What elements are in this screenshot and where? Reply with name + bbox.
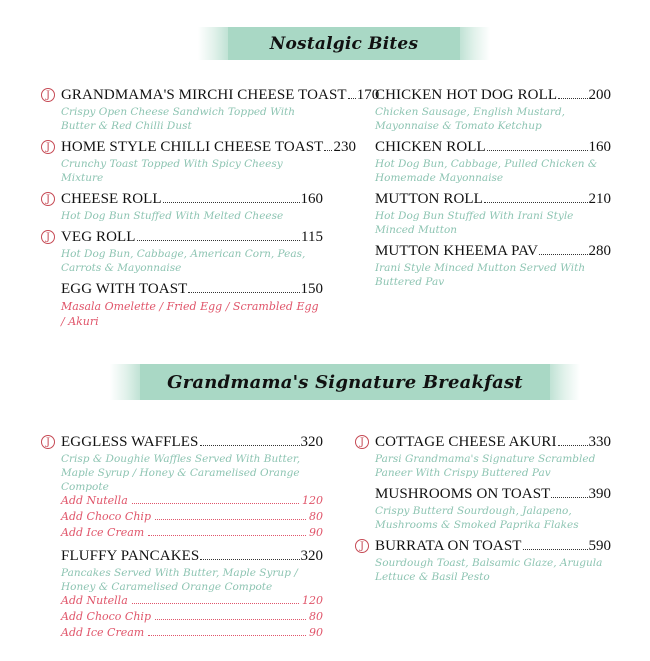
jain-icon: J	[41, 192, 55, 206]
addon-price: 90	[309, 526, 323, 539]
item-price: 160	[588, 139, 611, 155]
item-name: HOME STYLE CHILLI CHEESE TOAST	[61, 139, 324, 155]
menu-item	[375, 87, 611, 133]
item-name: BURRATA ON TOAST	[375, 538, 522, 554]
leader-dots	[539, 254, 587, 255]
addon-price: 120	[302, 594, 323, 607]
section-banner-nostalgic-bites	[228, 27, 460, 60]
item-description: Hot Dog Bun, Cabbage, Pulled Chicken & Homemade Mayonnaise	[375, 158, 598, 184]
section-title: Nostalgic Bites	[269, 33, 419, 54]
item-description: Chicken Sausage, English Mustard, Mayonnaise & Tomato Ketchup	[375, 106, 565, 132]
item-description: Hot Dog Bun Stuffed With Irani Style Minced Mutton	[375, 210, 574, 236]
item-description: Hot Dog Bun, Cabbage, American Corn, Peas, Carrots & Mayonnaise	[61, 248, 306, 274]
menu-item	[45, 229, 323, 275]
leader-dots	[155, 519, 306, 520]
addon-row	[61, 494, 323, 510]
leader-dots	[132, 603, 299, 604]
item-price: 230	[333, 139, 356, 155]
addon-price: 80	[309, 510, 323, 523]
jain-icon: J	[355, 539, 369, 553]
item-price: 320	[300, 434, 323, 450]
leader-dots	[148, 535, 306, 536]
addon-name: Add Nutella	[61, 494, 128, 507]
item-description: Irani Style Minced Mutton Served With Buttered Pav	[375, 262, 586, 288]
item-price: 170	[356, 87, 380, 103]
menu-column	[45, 434, 323, 648]
addon-row	[61, 510, 323, 526]
item-price: 210	[588, 191, 611, 207]
section-title: Grandmama's Signature Breakfast	[167, 371, 523, 393]
item-price: 590	[588, 538, 611, 554]
menu-item	[61, 548, 323, 642]
leader-dots	[188, 292, 299, 293]
item-description: Sourdough Toast, Balsamic Glaze, Arugula Lettuce & Basil Pesto	[375, 557, 603, 583]
leader-dots	[324, 150, 332, 151]
leader-dots	[148, 635, 306, 636]
menu-item	[375, 139, 611, 185]
item-name: COTTAGE CHEESE AKURI	[375, 434, 557, 450]
item-description: Crispy Butterd Sourdough, Jalapeno, Mushrooms & Smoked Paprika Flakes	[375, 505, 579, 531]
item-name: GRANDMAMA'S MIRCHI CHEESE TOAST	[61, 87, 347, 103]
menu-item	[45, 139, 356, 185]
menu-item	[375, 191, 611, 237]
item-name: EGGLESS WAFFLES	[61, 434, 199, 450]
menu-column	[45, 87, 380, 335]
leader-dots	[487, 150, 588, 151]
menu-item	[375, 486, 611, 532]
item-name: EGG WITH TOAST	[61, 281, 188, 297]
jain-icon: J	[41, 140, 55, 154]
addon-name: Add Ice Cream	[61, 526, 145, 539]
item-name: FLUFFY PANCAKES	[61, 548, 200, 564]
item-name: VEG ROLL	[61, 229, 136, 245]
menu-item	[45, 87, 380, 133]
menu-item	[359, 538, 611, 584]
leader-dots	[558, 445, 588, 446]
jain-icon: J	[41, 435, 55, 449]
addon-name: Add Ice Cream	[61, 626, 145, 639]
leader-dots	[200, 559, 299, 560]
item-description: Crisp & Doughie Waffles Served With Butter, Maple Syrup / Honey & Caramelised Orange Compote	[61, 453, 301, 493]
item-description: Crispy Open Cheese Sandwich Topped With Butter & Red Chilli Dust	[61, 106, 296, 132]
jain-icon: J	[41, 88, 55, 102]
item-description: Hot Dog Bun Stuffed With Melted Cheese	[61, 210, 284, 222]
addon-price: 120	[302, 494, 323, 507]
jain-icon: J	[355, 435, 369, 449]
item-name: MUTTON ROLL	[375, 191, 483, 207]
leader-dots	[132, 503, 299, 504]
item-price: 320	[300, 548, 323, 564]
jain-icon: J	[41, 230, 55, 244]
item-price: 330	[588, 434, 611, 450]
leader-dots	[551, 497, 587, 498]
leader-dots	[523, 549, 588, 550]
addon-row	[61, 594, 323, 610]
leader-dots	[348, 98, 356, 99]
menu-item	[359, 434, 611, 480]
item-price: 200	[588, 87, 611, 103]
menu-column	[375, 87, 611, 295]
menu-item	[45, 434, 323, 542]
item-options: Masala Omelette / Fried Egg / Scrambled Egg / Akuri	[61, 300, 319, 328]
item-name: MUTTON KHEEMA PAV	[375, 243, 539, 259]
menu-item	[45, 191, 323, 223]
item-description: Crunchy Toast Topped With Spicy Cheesy Mixture	[61, 158, 283, 184]
leader-dots	[484, 202, 588, 203]
menu-item	[61, 281, 323, 329]
leader-dots	[558, 98, 587, 99]
item-price: 280	[588, 243, 611, 259]
addon-row	[61, 610, 323, 626]
addon-row	[61, 526, 323, 542]
leader-dots	[155, 619, 306, 620]
item-description: Pancakes Served With Butter, Maple Syrup / Honey & Caramelised Orange Compote	[61, 567, 298, 593]
addon-price: 90	[309, 626, 323, 639]
addon-name: Add Choco Chip	[61, 610, 151, 623]
item-description: Parsi Grandmama's Signature Scrambled Paneer With Crispy Buttered Pav	[375, 453, 596, 479]
item-price: 160	[300, 191, 323, 207]
leader-dots	[137, 240, 301, 241]
menu-column	[359, 434, 611, 590]
item-price: 115	[301, 229, 323, 245]
addon-name: Add Choco Chip	[61, 510, 151, 523]
addon-name: Add Nutella	[61, 594, 128, 607]
item-name: CHICKEN ROLL	[375, 139, 486, 155]
item-price: 390	[588, 486, 611, 502]
addon-price: 80	[309, 610, 323, 623]
addon-row	[61, 626, 323, 642]
leader-dots	[163, 202, 300, 203]
leader-dots	[200, 445, 300, 446]
item-name: MUSHROOMS ON TOAST	[375, 486, 551, 502]
menu-item	[375, 243, 611, 289]
item-price: 150	[300, 281, 323, 297]
item-name: CHICKEN HOT DOG ROLL	[375, 87, 558, 103]
section-banner-signature-breakfast	[140, 364, 550, 400]
item-name: CHEESE ROLL	[61, 191, 162, 207]
